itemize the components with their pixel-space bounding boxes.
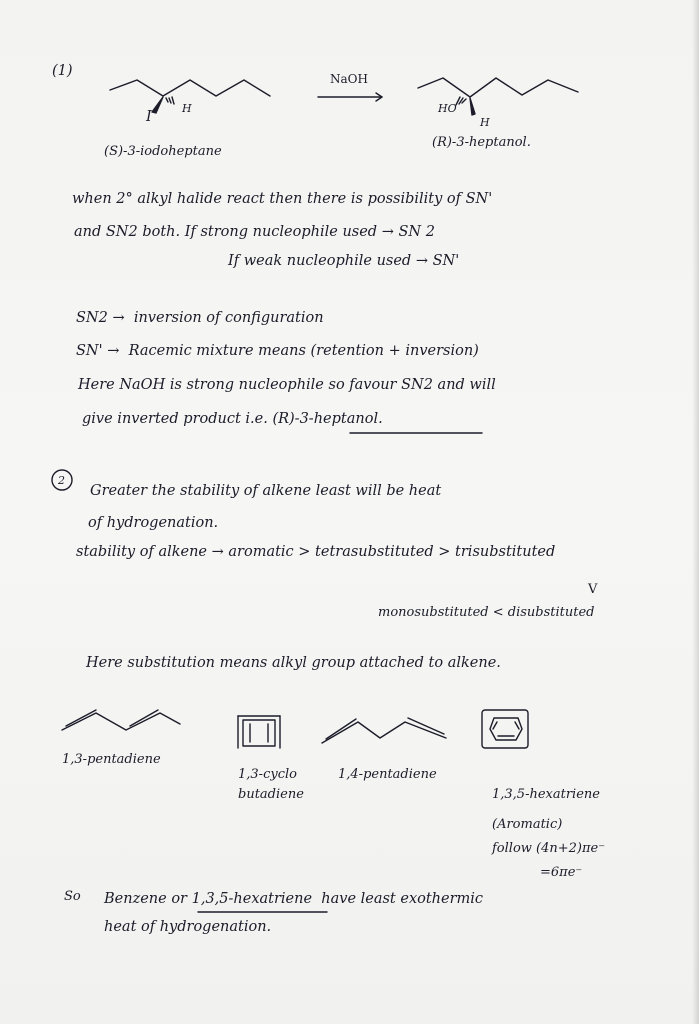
pentadiene-13-drawing <box>62 713 180 730</box>
q2-number: 2 <box>58 474 65 487</box>
electron-count: =6πe⁻ <box>540 865 583 880</box>
conclusion-line1: Benzene or 1,3,5-hexatriene have least exothermic <box>104 891 484 907</box>
hydroxyl-label: HO <box>438 102 457 115</box>
here-line1: Here NaOH is strong nucleophile so favour SN2 and will <box>78 377 496 393</box>
follow-note: follow (4n+2)πe⁻ <box>492 841 606 856</box>
reactant-wedge-bond <box>152 97 163 113</box>
reactant-skeleton <box>110 80 270 96</box>
reagent-label: NaOH <box>330 72 368 86</box>
para1-line3: If weak nucleophile used → SN' <box>228 253 460 269</box>
stability-order-arrow: V <box>588 582 598 597</box>
reactant-h-label: H <box>182 102 192 115</box>
para1-line2: and SN2 both. If strong nucleophile used → SN 2 <box>74 224 435 240</box>
reactant-hash-bond <box>166 97 174 104</box>
product-h-label: H <box>480 116 490 129</box>
sn2-line: SN2 → inversion of configuration <box>76 310 324 326</box>
reactant-name: (S)-3-iodoheptane <box>104 144 222 159</box>
conclusion-so: So <box>64 889 81 904</box>
aromatic-note: (Aromatic) <box>492 817 563 832</box>
compound-2-label-line2: butadiene <box>238 787 304 802</box>
pentadiene-14-drawing <box>322 722 446 743</box>
para1-line1: when 2° alkyl halide react then there is possibility of SN' <box>72 191 493 207</box>
compound-3-label: 1,4-pentadiene <box>338 767 437 782</box>
cyclobutadiene-drawing <box>243 720 275 746</box>
compound-4-label: 1,3,5-hexatriene <box>492 787 600 802</box>
sn1-line: SN' → Racemic mixture means (retention + inversion) <box>76 343 479 359</box>
compound-1-label: 1,3-pentadiene <box>62 752 161 767</box>
q1-number: (1) <box>52 63 73 79</box>
benzene-drawing <box>482 710 528 748</box>
q2-line1: Greater the stability of alkene least will be heat <box>90 483 442 499</box>
here-line2: give inverted product i.e. (R)-3-heptanol. <box>82 411 383 427</box>
stability-order-top: stability of alkene → aromatic > tetrasubstituted > trisubstituted <box>76 544 556 560</box>
leaving-group-label: I <box>146 109 152 125</box>
q2-line2: of hydrogenation. <box>88 515 219 531</box>
compound-2-label: 1,3-cyclo <box>238 767 297 782</box>
stability-order-bottom: monosubstituted < disubstituted <box>378 605 595 620</box>
product-hash-bond <box>456 97 466 105</box>
product-skeleton <box>418 78 578 97</box>
substitution-note: Here substitution means alkyl group attached to alkene. <box>86 655 501 671</box>
conclusion-line2: heat of hydrogenation. <box>104 919 272 935</box>
product-name: (R)-3-heptanol. <box>432 135 531 150</box>
